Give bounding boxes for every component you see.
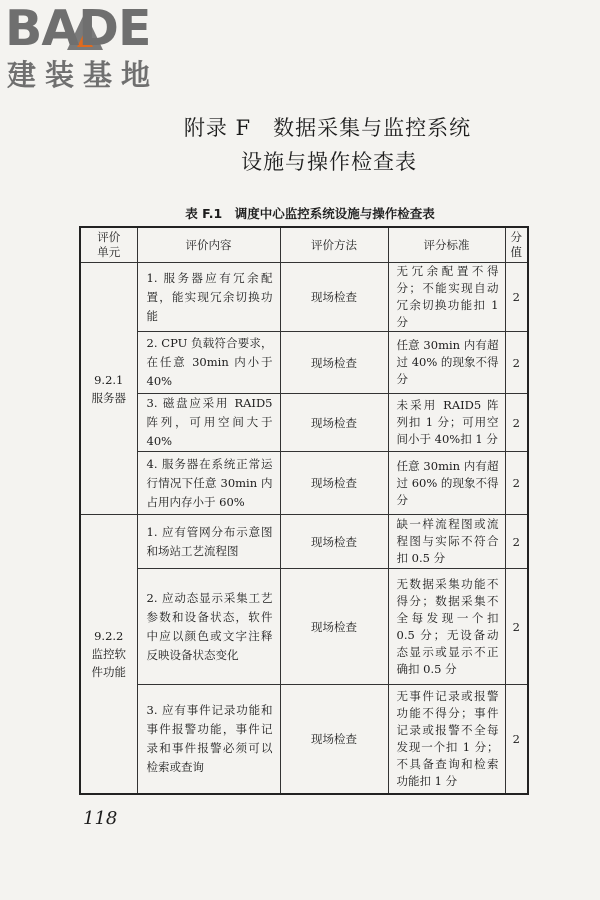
score-cell: 2 [505, 263, 528, 332]
criteria-cell: 无事件记录或报警功能不得分；事件记录或报警不全每发现一个扣 1 分；不具备查询和检索功能扣 1 分 [388, 685, 505, 794]
table-row [80, 394, 528, 452]
criteria-cell: 任意 30min 内有超过 40% 的现象不得分 [388, 332, 505, 394]
header-method: 评价方法 [280, 227, 388, 263]
content-cell: 4. 服务器在系统正常运行情况下任意 30min 内占用内存小于 60% [137, 452, 280, 515]
header-criteria: 评分标准 [388, 227, 505, 263]
method-cell: 现场检查 [280, 515, 388, 569]
method-cell: 现场检查 [280, 263, 388, 332]
score-cell: 2 [505, 685, 528, 794]
table-row [80, 263, 528, 332]
header-score: 分值 [505, 227, 528, 263]
unit-name: 监控软件功能 [91, 646, 126, 679]
criteria-cell: 无冗余配置不得分；不能实现自动冗余切换功能扣 1 分 [388, 263, 505, 332]
checklist-table [79, 226, 529, 795]
method-cell: 现场检查 [280, 394, 388, 452]
criteria-cell: 缺一样流程图或流程图与实际不符合扣 0.5 分 [388, 515, 505, 569]
content-cell: 2. 应动态显示采集工艺参数和设备状态，软件中应以颜色或文字注释反映设备状态变化 [137, 569, 280, 685]
table-header-row [80, 227, 528, 263]
score-cell: 2 [505, 452, 528, 515]
score-cell: 2 [505, 332, 528, 394]
score-cell: 2 [505, 569, 528, 685]
score-cell: 2 [505, 515, 528, 569]
table-row [80, 515, 528, 569]
page-number: 118 [83, 808, 118, 829]
method-cell: 现场检查 [280, 332, 388, 394]
appendix-subtitle: 设施与操作检查表 [241, 150, 417, 174]
table-row [80, 332, 528, 394]
method-cell: 现场检查 [280, 452, 388, 515]
content-cell: 3. 磁盘应采用 RAID5 阵列，可用空间大于 40% [137, 394, 280, 452]
table-row [80, 685, 528, 794]
method-cell: 现场检查 [280, 569, 388, 685]
score-cell: 2 [505, 394, 528, 452]
content-cell: 1. 应有管网分布示意图和场站工艺流程图 [137, 515, 280, 569]
table-row [80, 569, 528, 685]
header-content: 评价内容 [137, 227, 280, 263]
unit-number: 9.2.1 [94, 372, 124, 387]
table-row [80, 452, 528, 515]
logo [5, 0, 180, 92]
criteria-cell: 无数据采集功能不得分；数据采集不全每发现一个扣 0.5 分；无设备动态显示或显示不正确扣 0.5 分 [388, 569, 505, 685]
content-cell: 2. CPU 负载符合要求，在任意 30min 内小于 40% [137, 332, 280, 394]
appendix-title: 附录 F 数据采集与监控系统 [183, 116, 472, 140]
criteria-cell: 任意 30min 内有超过 60% 的现象不得分 [388, 452, 505, 515]
method-cell: 现场检查 [280, 685, 388, 794]
logo-brand: BADE [5, 0, 151, 57]
logo-subtitle: 建装基地 [7, 58, 160, 92]
content-cell: 1. 服务器应有冗余配置，能实现冗余切换功能 [137, 263, 280, 332]
unit-cell-software [80, 515, 137, 794]
unit-cell-server [80, 263, 137, 515]
table-caption: 表 F.1 调度中心监控系统设施与操作检查表 [185, 206, 435, 221]
unit-number: 9.2.2 [94, 628, 124, 643]
criteria-cell: 未采用 RAID5 阵列扣 1 分；可用空间小于 40%扣 1 分 [388, 394, 505, 452]
header-unit: 评价单元 [80, 227, 137, 263]
unit-name: 服务器 [91, 390, 126, 405]
content-cell: 3. 应有事件记录功能和事件报警功能，事件记录和事件报警必须可以检索或查询 [137, 685, 280, 794]
